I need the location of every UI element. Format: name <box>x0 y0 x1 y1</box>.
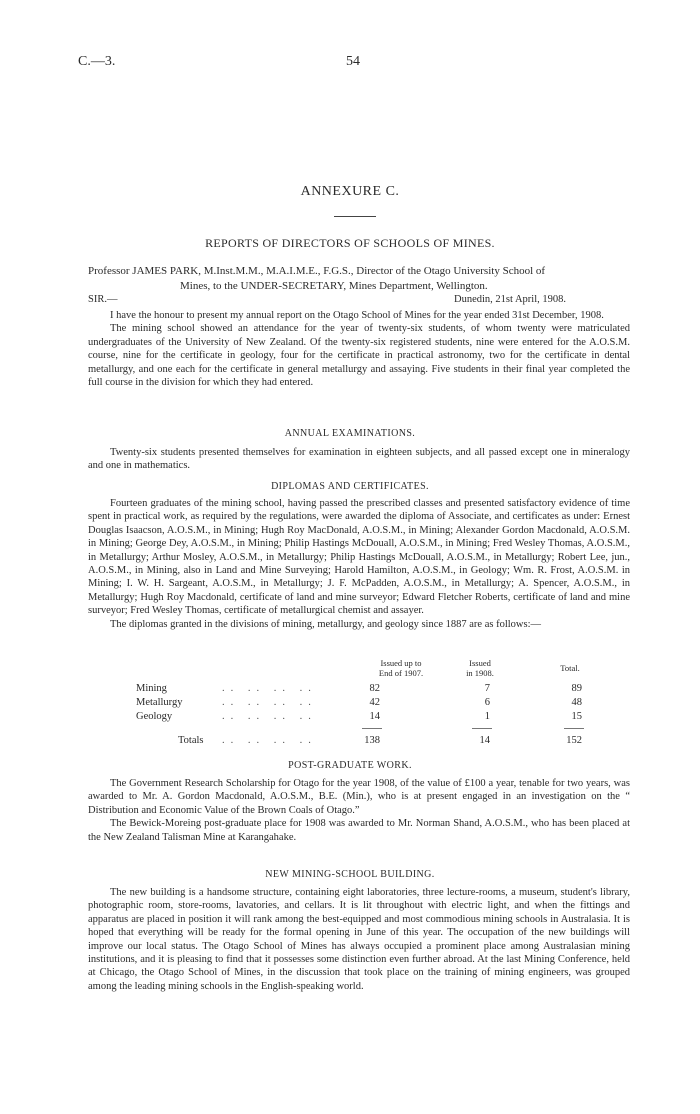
cell-metallurgy-to-1907: 42 <box>369 697 380 708</box>
table-intro: The diplomas granted in the divisions of mining, metallurgy, and geology since 1887 are as follows:— <box>110 618 542 630</box>
cell-mining-total: 89 <box>571 683 582 694</box>
heading-post-graduate: POST-GRADUATE WORK. <box>288 760 412 771</box>
cell-geology-in-1908: 1 <box>484 711 490 722</box>
heading-annual-examinations: ANNUAL EXAMINATIONS. <box>284 428 416 439</box>
cell-mining-to-1907: 82 <box>369 683 380 694</box>
cell-geology-to-1907: 14 <box>369 711 380 722</box>
intro-paragraphs <box>88 309 630 389</box>
col-head-to-1907-line2: End of 1907. <box>378 668 424 678</box>
page-code: C.—3. <box>78 54 116 69</box>
salutation: SIR.— <box>88 294 118 305</box>
cell-totals-in-1908: 14 <box>479 735 490 746</box>
cell-totals-total: 152 <box>566 735 582 746</box>
annual-paragraph: Twenty-six students presented themselves for examination in eighteen subjects, and all passed except one in mineralogy and one in mathematics. <box>88 447 630 472</box>
col-head-in-1908-line2: in 1908. <box>466 668 494 678</box>
addressee-line-2: Mines, to the UNDER-SECRETARY, Mines Department, Wellington. <box>180 280 488 292</box>
annual-section <box>88 446 630 473</box>
col-head-in-1908-line1: Issued <box>469 658 491 668</box>
row-label-metallurgy: Metallurgy <box>136 697 183 708</box>
sum-rule <box>362 728 382 729</box>
diplomas-section <box>88 497 630 631</box>
page-number: 54 <box>346 54 360 69</box>
postgrad-section <box>88 777 630 844</box>
cell-totals-to-1907: 138 <box>364 735 380 746</box>
cell-mining-in-1908: 7 <box>484 683 490 694</box>
col-head-total: Total. <box>560 663 580 673</box>
intro-paragraph-1: I have the honour to present my annual report on the Otago School of Mines for the year ended 31st December, 1908. <box>110 310 604 321</box>
building-paragraph: The new building is a handsome structure, containing eight laboratories, three lecture-rooms, a museum, student's library, photographic room, store-rooms, lavatories, and cellars. It is lit throughout with electric light, and when the fittings and apparatus are placed in position it will rank among the best-equipped and most commodious mining schools in Australasia. It is hoped that everything will be ready for the formal opening in June of this year. The occupation of the new buildings will improve our local status. The Otago School of Mines has always occupied a prominent place among Australasian mining institutions, and it is pleasing to find that it possesses some distinction even further abroad. At the last Mining Conference, held at Chicago, the Otago School of Mines, in the discussion that took place on the training of mining engineers, was grouped among the leading mining schools in the English-speaking world. <box>88 887 630 992</box>
leader-dots: .. .. .. .. <box>222 735 317 746</box>
cell-metallurgy-total: 48 <box>571 697 582 708</box>
row-label-geology: Geology <box>136 711 173 722</box>
leader-dots: .. .. .. .. <box>222 683 317 694</box>
postgrad-paragraph-2: The Bewick-Moreing post-graduate place for 1908 was awarded to Mr. Norman Shand, A.O.S.M., who has been placed at the New Zealand Talisman Mine at Karangahake. <box>88 818 630 843</box>
intro-paragraph-2: The mining school showed an attendance for the year of twenty-six students, of whom twenty were matriculated undergraduates of the University of New Zealand. Of the twenty-six registered students, nine were entered for the A.O.S.M. course, nine for the certificate in geology, four for the certificate in practical astronomy, two for the certificate in dental metallurgy, and one each for the certificate in general metallurgy and assaying. Five students in their final year completed the full course in the division for which they had entered. <box>88 323 630 389</box>
report-subtitle: REPORTS OF DIRECTORS OF SCHOOLS OF MINES. <box>205 236 495 250</box>
addressee-block <box>88 264 630 294</box>
leader-dots: .. .. .. .. <box>222 711 317 722</box>
sum-rule <box>472 728 492 729</box>
addressee-line-1: Professor JAMES PARK, M.Inst.M.M., M.A.I.M.E., F.G.S., Director of the Otago University School of <box>88 265 546 277</box>
col-head-to-1907-line1: Issued up to <box>380 658 422 668</box>
row-label-mining: Mining <box>136 683 167 694</box>
cell-geology-total: 15 <box>571 711 582 722</box>
heading-diplomas: DIPLOMAS AND CERTIFICATES. <box>271 481 429 492</box>
row-label-totals: Totals <box>178 735 204 746</box>
col-head-to-1907 <box>366 658 436 678</box>
leader-dots: .. .. .. .. <box>222 697 317 708</box>
diplomas-paragraph: Fourteen graduates of the mining school, having passed the prescribed classes and presented satisfactory evidence of time spent in practical work, as required by the regulations, were awarded the diploma of Associate, and certificates as under: Ernest Douglas Isaacson, A.O.S.M., in Mining; Hugh Roy MacDonald, A.O.S.M., in Mining; Alexander Gordon Macdonald, A.O.S.M. in Mining; George Dey, A.O.S.M., in Mining; Philip Hastings McDouall, A.O.S.M., in Mining; Fred Wesley Thomas, A.O.S.M., in Metallurgy; Arthur Mosley, A.O.S.M., in Metallurgy; Philip Hastings McDouall, A.O.S.M., in Metallurgy; Robert Lee, jun., A.O.S.M., in Mining, also in Land and Mine Surveying; Harold Hamilton, A.O.S.M., in Geology; Wm. R. Frost, A.O.S.M. in Mining; I. W. H. Sargeant, A.O.S.M., in Metallurgy; J. F. McPadden, A.O.S.M., in Metallurgy; A. Spencer, A.O.S.M., in Metallurgy; Hugh Roy Macdonald, certificate of land and mine surveyor; Edward Fletcher Roberts, certificate of land and mine surveyor; Fred Wesley Thomas, certificate of metallurgical chemist and assayer. <box>88 498 630 617</box>
annexure-title: ANNEXURE C. <box>300 184 400 199</box>
heading-new-building: NEW MINING-SCHOOL BUILDING. <box>265 869 435 880</box>
cell-metallurgy-in-1908: 6 <box>484 697 490 708</box>
col-head-in-1908 <box>450 658 510 678</box>
title-rule <box>334 216 376 217</box>
sum-rule <box>564 728 584 729</box>
dateline: Dunedin, 21st April, 1908. <box>454 294 566 305</box>
building-section <box>88 886 630 993</box>
postgrad-paragraph-1: The Government Research Scholarship for Otago for the year 1908, of the value of £100 a year, tenable for two years, was awarded to Mr. A. Gordon Macdonald, A.O.S.M., B.E. (Min.), who is at present engaged in an investigation on the “ Distribution and Economic Value of the Brown Coals of Otago.” <box>88 778 630 816</box>
